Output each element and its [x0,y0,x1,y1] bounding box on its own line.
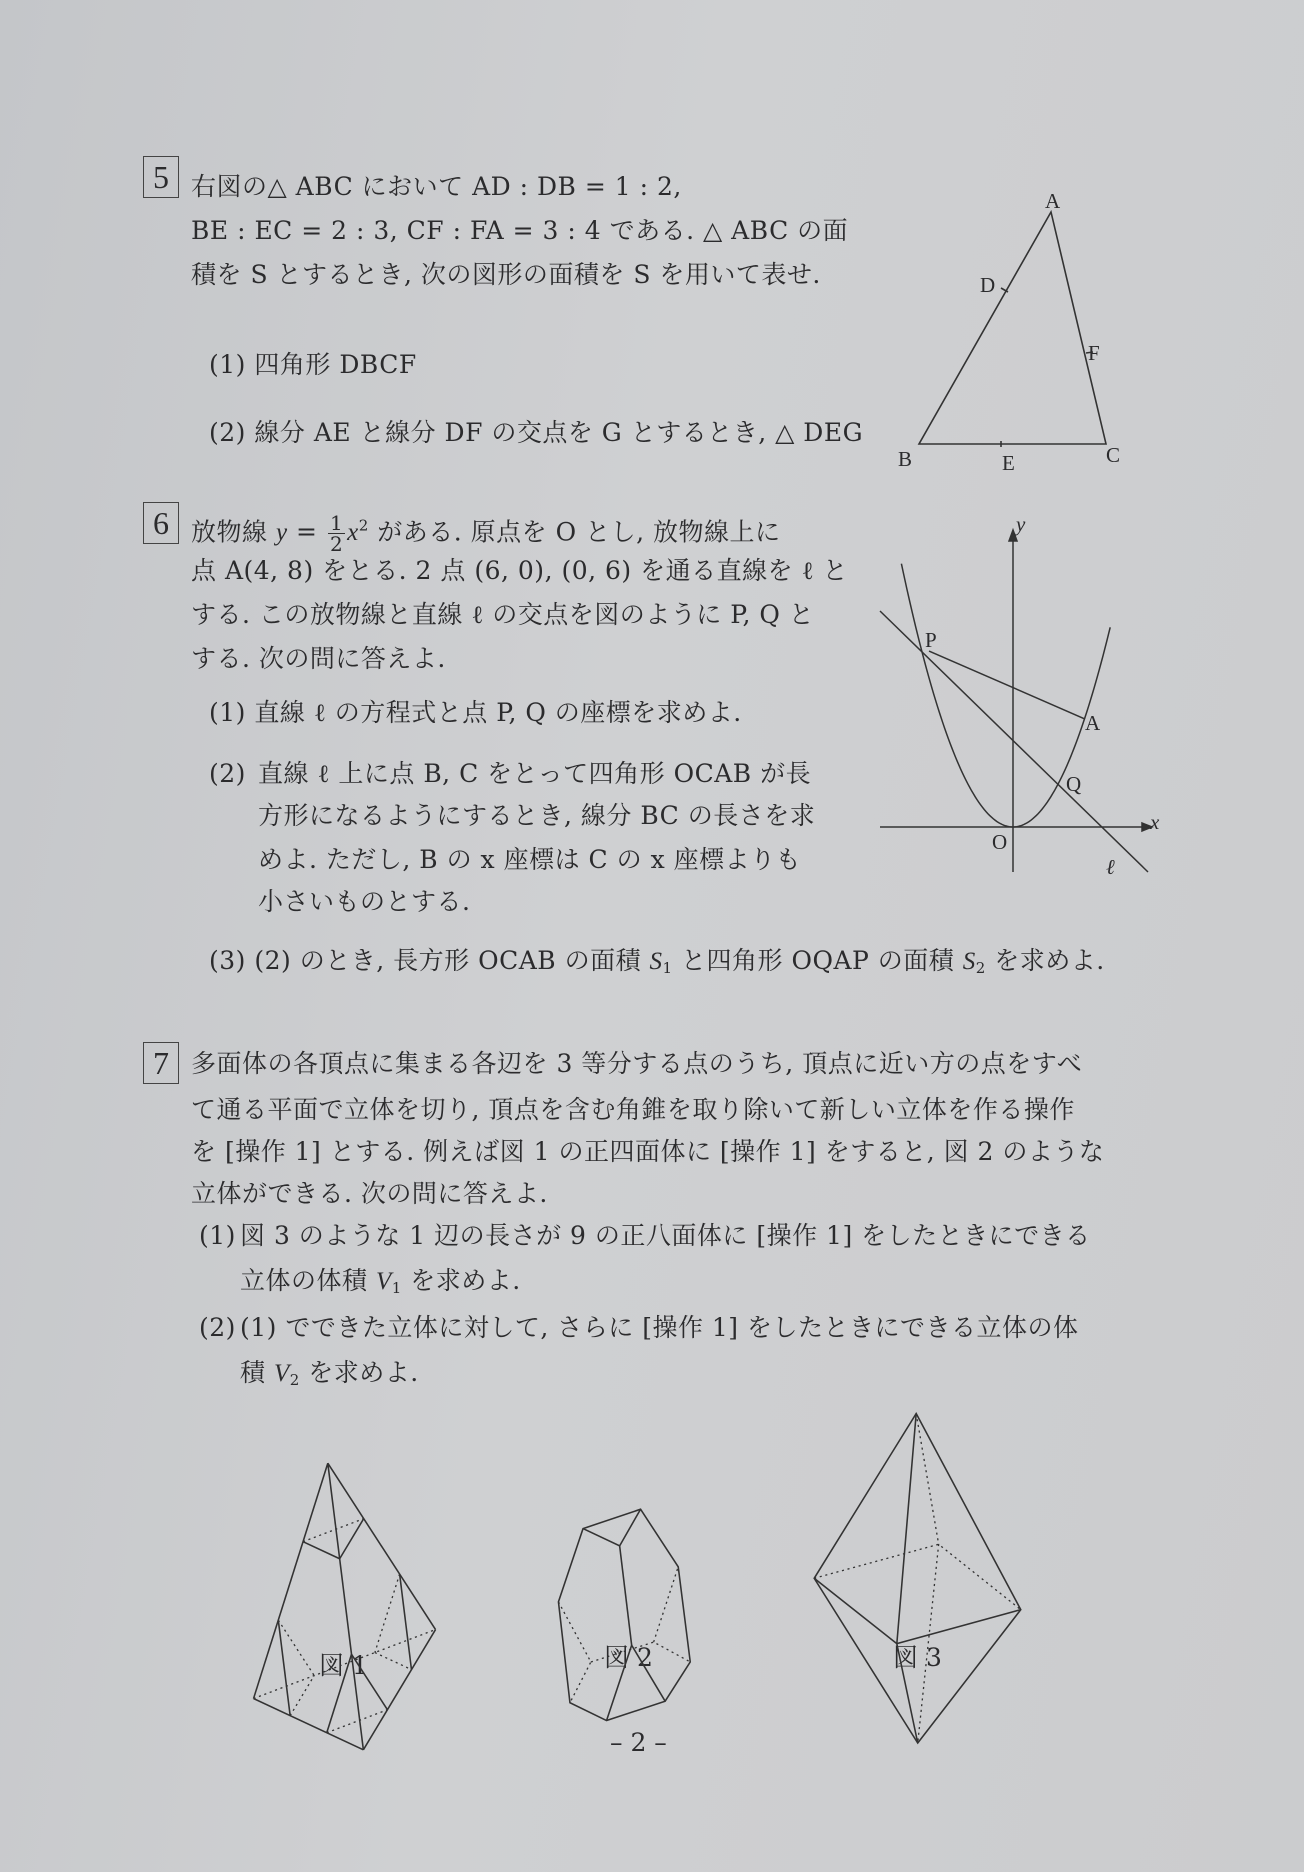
problem-7-q1-label: (1) [199,1221,236,1250]
text: を求めよ. [410,1266,521,1295]
hidden-cut-line [303,1519,364,1542]
label-b: B [898,447,913,471]
sub: 1 [391,1279,402,1297]
outline [558,1509,690,1720]
problem-5-line: BE : EC = 2 : 3, CF : FA = 3 : 4 である. △ ABC の面 [191,216,849,245]
outline [814,1414,1021,1743]
equals: = [296,517,318,547]
cut-line [278,1620,290,1716]
problem-6-line: 点 A(4, 8) をとる. 2 点 (6, 0), (0, 6) を通る直線を ℓ と [191,556,848,585]
hidden-edge [916,1414,938,1743]
q-label: (1) [209,350,246,379]
figure-1-tetrahedron [254,1463,436,1750]
figure-3-octahedron [814,1414,1021,1743]
problem-6-q2-line: めよ. ただし, B の x 座標は C の x 座標よりも [258,845,802,874]
polyhedra-figures [254,1414,1021,1750]
cut-line [327,1654,352,1732]
figure-2-truncated-tetrahedron [558,1509,690,1720]
problem-6-q2-line: 直線 ℓ 上に点 B, C をとって四角形 OCAB が長 [258,759,812,788]
text: 放物線 [191,517,268,547]
hidden-cut-line [327,1710,388,1733]
edge [620,1546,632,1645]
hidden-cut-line [290,1676,314,1716]
edge [254,1463,328,1698]
var: S [962,948,976,975]
parabola-graph [880,530,1152,872]
problem-6-number: 6 [143,502,179,544]
figure-1-caption: 図 1 [319,1651,368,1680]
problem-7-line: を [操作 1] とする. 例えば図 1 の正四面体に [操作 1] をすると, 図 2 のような [191,1137,1105,1166]
label-y: y [1016,512,1026,536]
triangle-abc [919,212,1106,444]
figure-2-caption: 図 2 [604,1643,653,1672]
var: V [375,1268,392,1295]
problem-7-line: て通る平面で立体を切り, 頂点を含む角錐を取り除いて新しい立体を作る操作 [191,1095,1075,1124]
problem-6-line: する. 次の問に答えよ. [191,644,446,673]
var-y: y [275,519,288,547]
problem-7-number: 7 [143,1042,179,1084]
label-a: A [1085,711,1101,735]
edge [814,1578,1021,1643]
page-number: – 2 – [610,1728,667,1757]
figure-3-caption: 図 3 [893,1643,942,1672]
problem-7-q2-line: (1) でできた立体に対して, さらに [操作 1] をしたときにできる立体の体 [240,1313,1079,1342]
edge [328,1463,436,1629]
triangle-figure [919,212,1106,447]
edge [897,1414,918,1743]
problem-7-line: 多面体の各頂点に集まる各辺を 3 等分する点のうち, 頂点に近い方の点をすべ [191,1049,1083,1078]
problem-6-q2-label: (2) [209,759,246,788]
problem-7-line: 立体ができる. 次の問に答えよ. [191,1179,548,1208]
label-o: O [992,830,1008,854]
problem-7-q2-label: (2) [199,1313,236,1342]
q-text: 直線 ℓ の方程式と点 P, Q の座標を求めよ. [254,698,742,727]
label-c: C [1106,443,1121,467]
edge [328,1463,364,1750]
problem-6-q2-line: 方形になるようにするとき, 線分 BC の長さを求 [258,801,816,830]
var: V [273,1360,290,1387]
label-a: A [1045,189,1061,213]
sub: 1 [662,959,673,977]
q-text: 四角形 DBCF [254,350,417,379]
text: がある. 原点を O とし, 放物線上に [377,517,781,547]
problem-7-q1-line: 図 3 のような 1 辺の長さが 9 の正八面体に [操作 1] をしたときにできる [240,1221,1091,1250]
label-q: Q [1066,772,1082,796]
cut-line [303,1542,340,1559]
hidden-edge [558,1602,590,1703]
segment-pa [929,651,1085,719]
sub: 2 [289,1371,300,1389]
triangle-labels [898,189,1120,475]
label-f: F [1088,341,1100,365]
problem-5-number: 5 [143,156,179,198]
q-text: 線分 AE と線分 DF の交点を G とするとき, △ DEG [254,418,864,447]
problem-5-line: 積を S とするとき, 次の図形の面積を S を用いて表せ. [191,260,821,289]
problem-5-line: 右図の△ ABC において AD : DB = 1 : 2, [191,172,682,201]
hidden-edge [654,1567,679,1642]
edge [254,1699,364,1750]
text: と四角形 OQAP の面積 [681,946,955,975]
hidden-edge [814,1544,1021,1609]
exponent: 2 [358,517,369,535]
label-e: E [1002,451,1015,475]
problem-6-q2-line: 小さいものとする. [258,887,471,916]
sub: 2 [975,959,986,977]
problem-6-line: する. この放物線と直線 ℓ の交点を図のように P, Q と [191,600,815,629]
hidden-cut-line [375,1574,400,1652]
hidden-edges [814,1414,1021,1743]
text: (2) のとき, 長方形 OCAB の面積 [254,946,642,975]
edge [583,1509,641,1546]
denominator: 2 [329,532,344,557]
text: 積 [240,1358,266,1387]
q-label: (1) [209,698,246,727]
label-d: D [980,273,996,297]
q-label: (3) [209,946,246,975]
var-x: x [347,519,359,547]
label-p: P [925,628,937,652]
text: 立体の体積 [240,1266,368,1295]
var: S [649,948,663,975]
hidden-cut-line [375,1653,412,1670]
label-l: ℓ [1106,855,1115,879]
numerator: 1 [329,511,344,536]
text: を求めよ. [994,946,1105,975]
graph-labels [925,512,1160,879]
q-label: (2) [209,418,246,447]
label-x: x [1150,810,1160,834]
text: を求めよ. [308,1358,419,1387]
edge [607,1645,666,1720]
line-l [880,611,1148,872]
cut-line [340,1519,364,1559]
